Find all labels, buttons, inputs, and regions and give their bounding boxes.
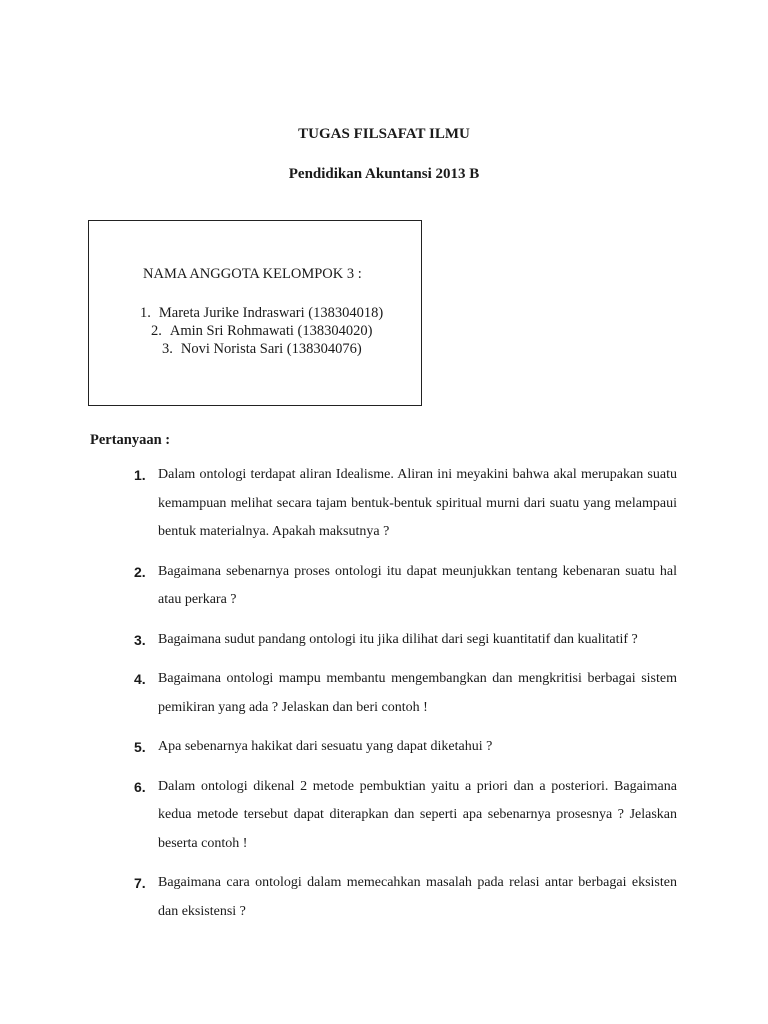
question-number: 2.	[134, 563, 146, 580]
question-item	[134, 461, 677, 547]
question-number: 5.	[134, 739, 146, 755]
member-number: 1.	[140, 305, 151, 321]
question-item	[134, 773, 677, 859]
question-item	[134, 558, 677, 615]
document-title: TUGAS FILSAFAT ILMU	[298, 126, 470, 142]
member-item	[89, 340, 421, 358]
group-members-list	[89, 304, 421, 358]
question-number: 1.	[134, 467, 146, 483]
member-item	[89, 304, 421, 322]
group-members-box	[88, 220, 422, 406]
questions-label: Pertanyaan :	[90, 432, 171, 448]
question-text: Bagaimana sebenarnya proses ontologi itu dapat meunjukkan tentang kebenaran suatu hal atau perkara ?	[158, 563, 677, 607]
question-text: Apa sebenarnya hakikat dari sesuatu yang dapat diketahui ?	[158, 739, 493, 754]
member-number: 3.	[162, 341, 173, 357]
question-text: Dalam ontologi terdapat aliran Idealisme. Aliran ini meyakini bahwa akal merupakan suatu kemampuan melihat secara tajam bentuk-bentuk spiritual murni dari suatu yang melampaui bentuk materialnya. Apakah maksutnya ?	[158, 467, 677, 539]
question-number: 7.	[134, 875, 146, 891]
question-item	[134, 733, 677, 762]
question-number: 6.	[134, 778, 146, 795]
question-item	[134, 665, 677, 722]
questions-list	[134, 461, 677, 937]
question-item	[134, 626, 677, 655]
question-text: Bagaimana sudut pandang ontologi itu jika dilihat dari segi kuantitatif dan kualitatif ?	[158, 631, 638, 647]
question-item	[134, 869, 677, 926]
question-text: Bagaimana cara ontologi dalam memecahkan masalah pada relasi antar berbagai eksisten dan eksistensi ?	[158, 875, 677, 919]
member-item	[89, 322, 421, 340]
question-number: 4.	[134, 671, 146, 687]
group-members-heading: NAMA ANGGOTA KELOMPOK 3 :	[143, 266, 362, 282]
member-name: Novi Norista Sari (138304076)	[180, 341, 362, 357]
member-name: Mareta Jurike Indraswari (138304018)	[158, 305, 384, 321]
member-number: 2.	[151, 323, 162, 339]
question-text: Dalam ontologi dikenal 2 metode pembuktian yaitu a priori dan a posteriori. Bagaimana kedua metode tersebut dapat diterapkan dan seperti apa sebenarnya prosesnya ? Jelaskan beserta contoh !	[158, 778, 677, 851]
document-subtitle: Pendidikan Akuntansi 2013 B	[288, 166, 480, 182]
member-name: Amin Sri Rohmawati (138304020)	[169, 323, 373, 339]
question-text: Bagaimana ontologi mampu membantu mengembangkan dan mengkritisi berbagai sistem pemikiran yang ada ? Jelaskan dan beri contoh !	[158, 671, 677, 715]
question-number: 3.	[134, 631, 146, 648]
